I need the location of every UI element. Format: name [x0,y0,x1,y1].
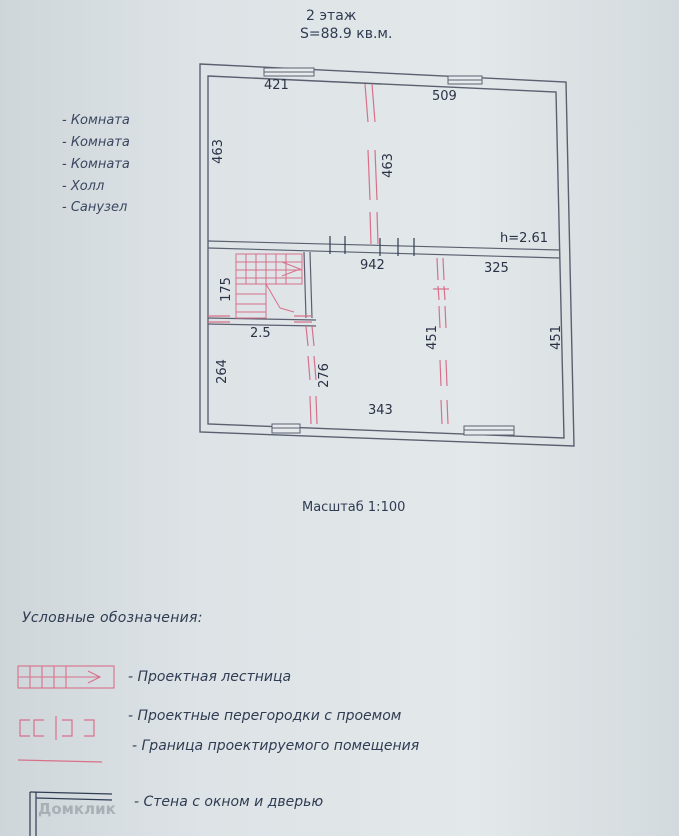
boundary-icon [18,760,102,762]
dim-right-lower-width: 325 [484,261,509,276]
dim-stair-width: 2.5 [250,326,271,341]
dim-top-right-width: 509 [432,89,457,104]
staircase [236,254,302,318]
area-label: S=88.9 кв.м. [300,26,393,42]
room-legend-item: - Комната [62,157,130,172]
legend-title: Условные обозначения: [22,610,203,626]
legend-item-partitions: - Проектные перегородки с проемом [128,708,402,724]
legend-item-wall: - Стена с окном и дверью [134,794,324,810]
stairs-icon [18,666,114,688]
dim-left-room-height: 463 [210,139,226,164]
legend-item-boundary: - Граница проектируемого помещения [132,738,420,754]
partition-icon [20,716,94,740]
dim-lower-partition-height: 276 [316,363,332,388]
legend-item-stairs: - Проектная лестница [128,669,292,685]
watermark-logo: Домклик [38,800,116,818]
partition-upper [365,84,378,244]
window-top-right [448,76,482,84]
window-top-left [264,68,314,76]
height-label: h=2.61 [500,231,549,246]
room-legend-item: - Холл [62,179,105,194]
dim-bottom-width: 343 [368,403,393,418]
dim-hall-width: 942 [360,258,385,273]
partition-lower-left [306,326,317,424]
dim-middle-partition-height: 451 [424,325,440,350]
room-legend-item: - Санузел [62,200,128,215]
dim-top-left-width: 421 [264,78,289,93]
room-legend-item: - Комната [62,113,130,128]
window-bottom-left [272,424,300,433]
dim-stair-height: 175 [218,277,234,302]
dim-partition-height: 463 [380,153,396,178]
window-bottom-right [464,426,514,435]
room-legend-item: - Комната [62,135,130,150]
scale-label: Масштаб 1:100 [302,500,406,515]
floor-title: 2 этаж [306,8,357,24]
dim-lower-left-height: 264 [214,359,230,384]
dim-right-wall-height: 451 [548,325,564,350]
